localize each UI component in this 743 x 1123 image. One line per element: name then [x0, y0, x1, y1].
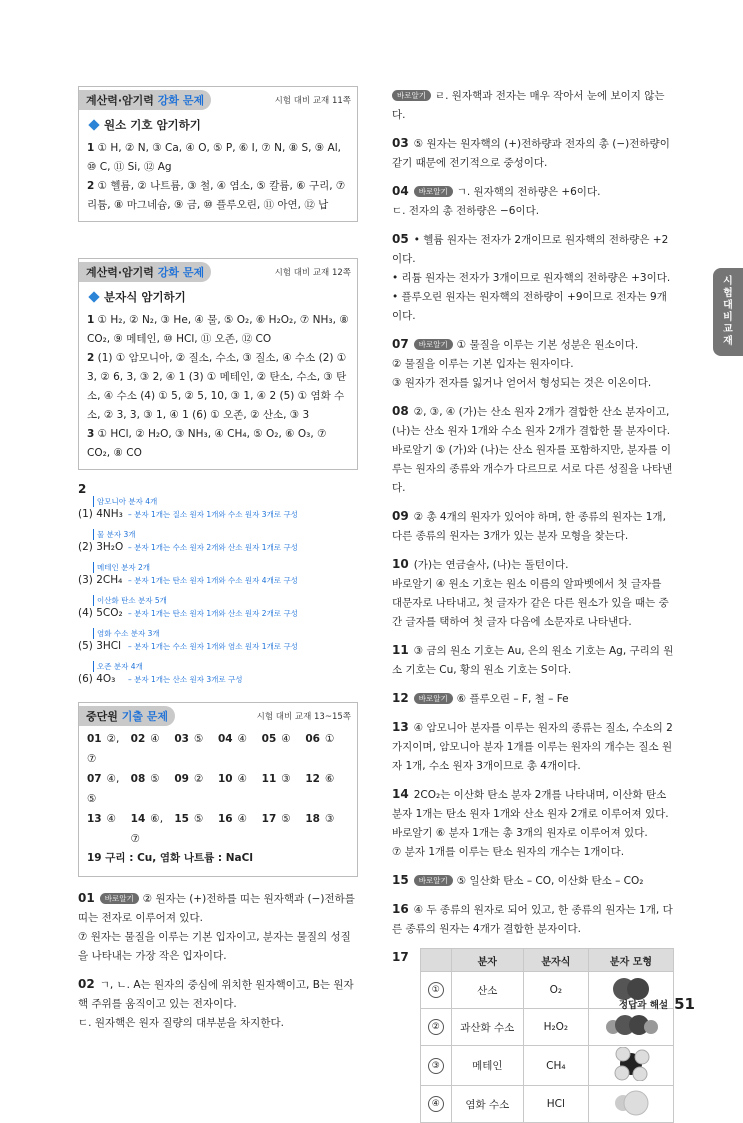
question-number: 14 [392, 787, 409, 801]
molecular-formula-box [78, 258, 358, 470]
answer-text: ④ 두 종류의 원자로 되어 있고, 한 종류의 원자는 1개, 다른 종류의 원자는 4개가 결합한 분자이다. [392, 904, 673, 935]
annotation-note: – 분자 1개는 질소 원자 1개와 수소 원자 3개로 구성 [128, 510, 298, 519]
grid-answer: 04 ④ [218, 733, 248, 745]
question-number: 04 [392, 184, 409, 198]
correction-badge: 바로알기 [414, 693, 453, 704]
answer-line: 2 ① 헬륨, ② 나트륨, ③ 철, ④ 염소, ⑤ 칼륨, ⑥ 구리, ⑦ 리튬, ⑧ 마그네슘, ⑨ 금, ⑩ 플루오린, ⑪ 아연, ⑫ 납 [87, 180, 346, 211]
table-header: 분자 [451, 949, 523, 972]
annotation-label: 암모니아 분자 4개 [93, 496, 157, 507]
element-symbol-box [78, 86, 358, 222]
correction-badge: 바로알기 [414, 186, 453, 197]
molecule-formula: H₂O₂ [523, 1009, 588, 1046]
answer-extra: ⑦ 원자는 물질을 이루는 기본 입자이고, 분자는 물질의 성질을 나타내는 가장 작은 입자이다. [78, 931, 351, 962]
annotation-note: – 분자 1개는 산소 원자 3개로 구성 [128, 675, 243, 684]
molecule-label: (5) 3HCl [78, 640, 122, 652]
molecule-formula: HCl [523, 1086, 588, 1123]
molecule-name: 과산화 수소 [451, 1009, 523, 1046]
answer-item [392, 335, 674, 393]
answer-item [392, 507, 674, 546]
answer-item [392, 641, 674, 680]
answer-item [392, 230, 674, 326]
sidebar-tab[interactable] [713, 268, 743, 356]
question-number: 07 [392, 337, 409, 351]
table-header: 분자 모형 [588, 949, 673, 972]
question-number: 2 [78, 482, 87, 496]
annotation-note: – 분자 1개는 탄소 원자 1개와 수소 원자 4개로 구성 [128, 576, 298, 585]
question-number: 05 [392, 232, 409, 246]
grid-answer: 10 ④ [218, 773, 248, 785]
question-number: 15 [392, 873, 409, 887]
molecule-formula: CH₄ [523, 1046, 588, 1086]
answer-text: (가)는 연금술사, (나)는 돌턴이다. [413, 559, 569, 571]
question-number: 10 [392, 557, 409, 571]
answer-line: 2 (1) ① 암모니아, ② 질소, 수소, ③ 질소, ④ 수소 (2) ① 3, ② 6, 3, ③ 2, ④ 1 (3) ① 메테인, ② 탄소, 수소, ③ 탄소, ④ 수소 (4) ① 5, ② 5, 10, ③ 1, ④ 2 (5) ① 염화 수소, ② 3, 3, ③ 1, ④ 1 (6) ① 오존, ② 산소, ③ 3 [87, 352, 347, 421]
molecule-annotation [78, 496, 358, 529]
molecule-table [420, 948, 674, 1123]
chapter-exam-box [78, 702, 358, 877]
answer-line: 19 구리 : Cu, 염화 나트륨 : NaCl [87, 852, 253, 864]
molecule-label: (1) 4NH₃ [78, 508, 123, 520]
sidebar-tab-char: 교 [723, 324, 733, 335]
ch4-model-icon [609, 1047, 653, 1081]
answer-item [392, 718, 674, 776]
molecule-annotation [78, 529, 358, 562]
grid-answer: 14 ⑥, ⑦ [130, 813, 164, 845]
molecule-label: (2) 3H₂O [78, 541, 124, 553]
molecule-annotation [78, 595, 358, 628]
grid-answer: 08 ⑤ [130, 773, 160, 785]
answer-item [392, 182, 674, 221]
answer-text: ㄱ. 원자핵의 전하량은 +6이다. [456, 186, 601, 198]
molecule-label: (6) 4O₃ [78, 673, 116, 685]
molecule-formula: O₂ [523, 972, 588, 1009]
question-number: 11 [392, 643, 409, 657]
row-index: ① [428, 982, 444, 998]
answer-text: ③ 금의 원소 기호는 Au, 은의 원소 기호는 Ag, 구리의 원소 기호는 Cu, 황의 원소 기호는 S이다. [392, 645, 674, 676]
sidebar-tab-char: 재 [723, 336, 733, 347]
grid-answer: 07 ④, ⑤ [87, 773, 120, 805]
answer-text: ⑥ 플루오린 – F, 철 – Fe [456, 693, 569, 705]
question-number: 02 [78, 977, 95, 991]
correction-badge: 바로알기 [414, 875, 453, 886]
answer-text: ① 물질을 이루는 기본 성분은 원소이다. [456, 339, 639, 351]
answer-item [392, 402, 674, 498]
molecule-label: (3) 2CH₄ [78, 574, 123, 586]
answer-item [392, 785, 674, 862]
sidebar-tab-char: 험 [723, 288, 733, 299]
question-number: 17 [392, 950, 409, 964]
grid-answer: 12 ⑥ [305, 773, 335, 785]
answer-text: ㄹ. 원자핵과 전자는 매우 작아서 눈에 보이지 않는다. [392, 90, 665, 121]
answer-text: 2CO₂는 이산화 탄소 분자 2개를 나타내며, 이산화 탄소 분자 1개는 탄소 원자 1개와 산소 원자 2개로 이루어져 있다. [392, 789, 669, 820]
answer-grid [87, 729, 349, 849]
molecule-model [588, 1086, 673, 1123]
correction-badge: 바로알기 [414, 339, 453, 350]
box-tag: 계산력·암기력 강화 문제 [79, 90, 211, 110]
table-row [420, 1086, 673, 1123]
annotation-label: 메테인 분자 2개 [93, 562, 150, 573]
grid-answer: 09 ② [174, 773, 204, 785]
question-number: 16 [392, 902, 409, 916]
left-column [78, 86, 358, 1042]
answer-item [392, 134, 674, 173]
row-index: ② [428, 1019, 444, 1035]
answer-extra: 바로알기 ④ 원소 기호는 원소 이름의 알파벳에서 첫 글자를 대문자로 나타내고, 첫 글자가 같은 다른 원소가 있을 때는 중간 글자를 택하여 첫 글자 다음에 소문자로 나타낸다. [392, 578, 669, 628]
answer-text: ②, ③, ④ (가)는 산소 원자 2개가 결합한 산소 분자이고, (나)는 산소 원자 1개와 수소 원자 2개가 결합한 물 분자이다. [392, 406, 671, 437]
grid-answer: 06 ① [305, 733, 335, 745]
annotation-label: 염화 수소 분자 3개 [93, 628, 160, 639]
grid-answer: 02 ④ [130, 733, 160, 745]
table-row [420, 1009, 673, 1046]
correction-badge: 바로알기 [392, 90, 431, 101]
hcl-model-icon [609, 1088, 653, 1118]
subtitle: 원소 기호 암기하기 [87, 117, 349, 133]
grid-answer: 15 ⑤ [174, 813, 204, 825]
answer-line: 1 ① H₂, ② N₂, ③ He, ④ 물, ⑤ O₂, ⑥ H₂O₂, ⑦ NH₃, ⑧ CO₂, ⑨ 메테인, ⑩ HCl, ⑪ 오존, ⑫ CO [87, 314, 349, 345]
answer-item [392, 555, 674, 632]
answer-extra: • 리튬 원자는 전자가 3개이므로 원자핵의 전하량은 +3이다. • 플루오린 원자는 원자핵의 전하량이 +9이므로 전자는 9개이다. [392, 272, 671, 322]
annotation-note: – 분자 1개는 수소 원자 2개와 산소 원자 1개로 구성 [128, 543, 298, 552]
molecule-label: (4) 5CO₂ [78, 607, 123, 619]
page-footer [619, 995, 695, 1013]
q17 [392, 948, 674, 1123]
sidebar-tab-char: 시 [723, 276, 733, 287]
question-number: 13 [392, 720, 409, 734]
molecule-annotation [78, 661, 358, 694]
question-number: 01 [78, 891, 95, 905]
annotation-label: 오존 분자 4개 [93, 661, 143, 672]
diamond-icon [88, 119, 99, 130]
q2-annotations [78, 482, 358, 694]
question-number: 12 [392, 691, 409, 705]
footer-title: 정답과 해설 [618, 1000, 669, 1011]
answer-text: • 헬륨 원자는 전자가 2개이므로 원자핵의 전하량은 +2이다. [392, 234, 669, 265]
grid-answer: 05 ④ [261, 733, 291, 745]
answer-extra: 바로알기 ⑤ (가)와 (나)는 산소 원자를 포함하지만, 분자를 이루는 원자의 종류와 개수가 다르므로 서로 다른 성질을 나타낸다. [392, 444, 673, 494]
answer-line: 1 ① H, ② N, ③ Ca, ④ O, ⑤ P, ⑥ I, ⑦ N, ⑧ S, ⑨ Al, ⑩ C, ⑪ Si, ⑫ Ag [87, 142, 341, 173]
answer-extra: 바로알기 ⑥ 분자 1개는 총 3개의 원자로 이루어져 있다. ⑦ 분자 1개를 이루는 탄소 원자의 개수는 1개이다. [392, 827, 648, 858]
diamond-icon [88, 291, 99, 302]
answer-text: ④ 암모니아 분자를 이루는 원자의 종류는 질소, 수소의 2가지이며, 암모니아 분자 1개를 이루는 원자의 개수는 질소 원자 1개, 수소 원자 3개이므로 총 4개이다. [392, 722, 673, 772]
source-ref: 시험 대비 교재 11쪽 [274, 96, 351, 106]
answer-item [78, 975, 358, 1033]
sidebar-tab-char: 대 [723, 300, 733, 311]
grid-answer: 18 ③ [305, 813, 335, 825]
annotation-note: – 분자 1개는 탄소 원자 1개와 산소 원자 2개로 구성 [128, 609, 298, 618]
sidebar-tab-char: 비 [723, 312, 733, 323]
answer-item [78, 889, 358, 966]
question-number: 03 [392, 136, 409, 150]
molecule-name: 염화 수소 [451, 1086, 523, 1123]
box-tag: 중단원 기출 문제 [79, 706, 175, 726]
question-number: 08 [392, 404, 409, 418]
subtitle: 분자식 암기하기 [87, 289, 349, 305]
answer-text: ㄱ, ㄴ. A는 원자의 중심에 위치한 원자핵이고, B는 원자핵 주위를 움직이고 있는 전자이다. [78, 979, 354, 1010]
grid-answer: 13 ④ [87, 813, 117, 825]
molecule-annotation [78, 562, 358, 595]
annotation-label: 이산화 탄소 분자 5개 [93, 595, 167, 606]
answer-text: ⑤ 일산화 탄소 – CO, 이산화 탄소 – CO₂ [456, 875, 644, 887]
annotation-note: – 분자 1개는 수소 원자 1개와 염소 원자 1개로 구성 [128, 642, 298, 651]
molecule-model [588, 1046, 673, 1086]
answer-text: ⑤ 원자는 원자핵의 (+)전하량과 전자의 총 (−)전하량이 같기 때문에 전기적으로 중성이다. [392, 138, 670, 169]
correction-badge: 바로알기 [100, 893, 139, 904]
source-ref: 시험 대비 교재 12쪽 [274, 268, 351, 278]
answer-extra: ② 물질을 이루는 기본 입자는 원자이다. ③ 원자가 전자를 잃거나 얻어서 형성되는 것은 이온이다. [392, 358, 652, 389]
answer-text: ② 총 4개의 원자가 있어야 하며, 한 종류의 원자는 1개, 다른 종류의 원자는 3개가 있는 분자 모형을 찾는다. [392, 511, 666, 542]
grid-answer: 16 ④ [218, 813, 248, 825]
grid-answer: 01 ②, ⑦ [87, 733, 120, 765]
source-ref: 시험 대비 교재 13~15쪽 [256, 712, 351, 722]
grid-answer: 17 ⑤ [261, 813, 291, 825]
molecule-name: 산소 [451, 972, 523, 1009]
annotation-label: 물 분자 3개 [93, 529, 136, 540]
grid-answer: 03 ⑤ [174, 733, 204, 745]
box-tag: 계산력·암기력 강화 문제 [79, 262, 211, 282]
answer-text: ② 원자는 (+)전하를 띠는 원자핵과 (−)전하를 띠는 전자로 이루어져 있다. [78, 893, 355, 924]
table-header: 분자식 [523, 949, 588, 972]
molecule-model [588, 1009, 673, 1046]
right-column [392, 86, 674, 1123]
answer-extra: ㄷ. 전자의 총 전하량은 −6이다. [392, 205, 540, 217]
row-index: ③ [428, 1058, 444, 1074]
molecule-annotation [78, 628, 358, 661]
answer-extra: ㄷ. 원자핵은 원자 질량의 대부분을 차지한다. [78, 1017, 284, 1029]
h2o2-model-icon [603, 1013, 659, 1039]
row-index: ④ [428, 1096, 444, 1112]
answer-item [392, 900, 674, 939]
answer-item [392, 689, 674, 709]
question-number: 09 [392, 509, 409, 523]
answer-item [392, 86, 674, 125]
molecule-name: 메테인 [451, 1046, 523, 1086]
table-row [420, 1046, 673, 1086]
page-number: 51 [674, 995, 695, 1013]
grid-answer: 11 ③ [261, 773, 291, 785]
answer-line: 3 ① HCl, ② H₂O, ③ NH₃, ④ CH₄, ⑤ O₂, ⑥ O₃, ⑦ CO₂, ⑧ CO [87, 428, 327, 459]
answer-item [392, 871, 674, 891]
